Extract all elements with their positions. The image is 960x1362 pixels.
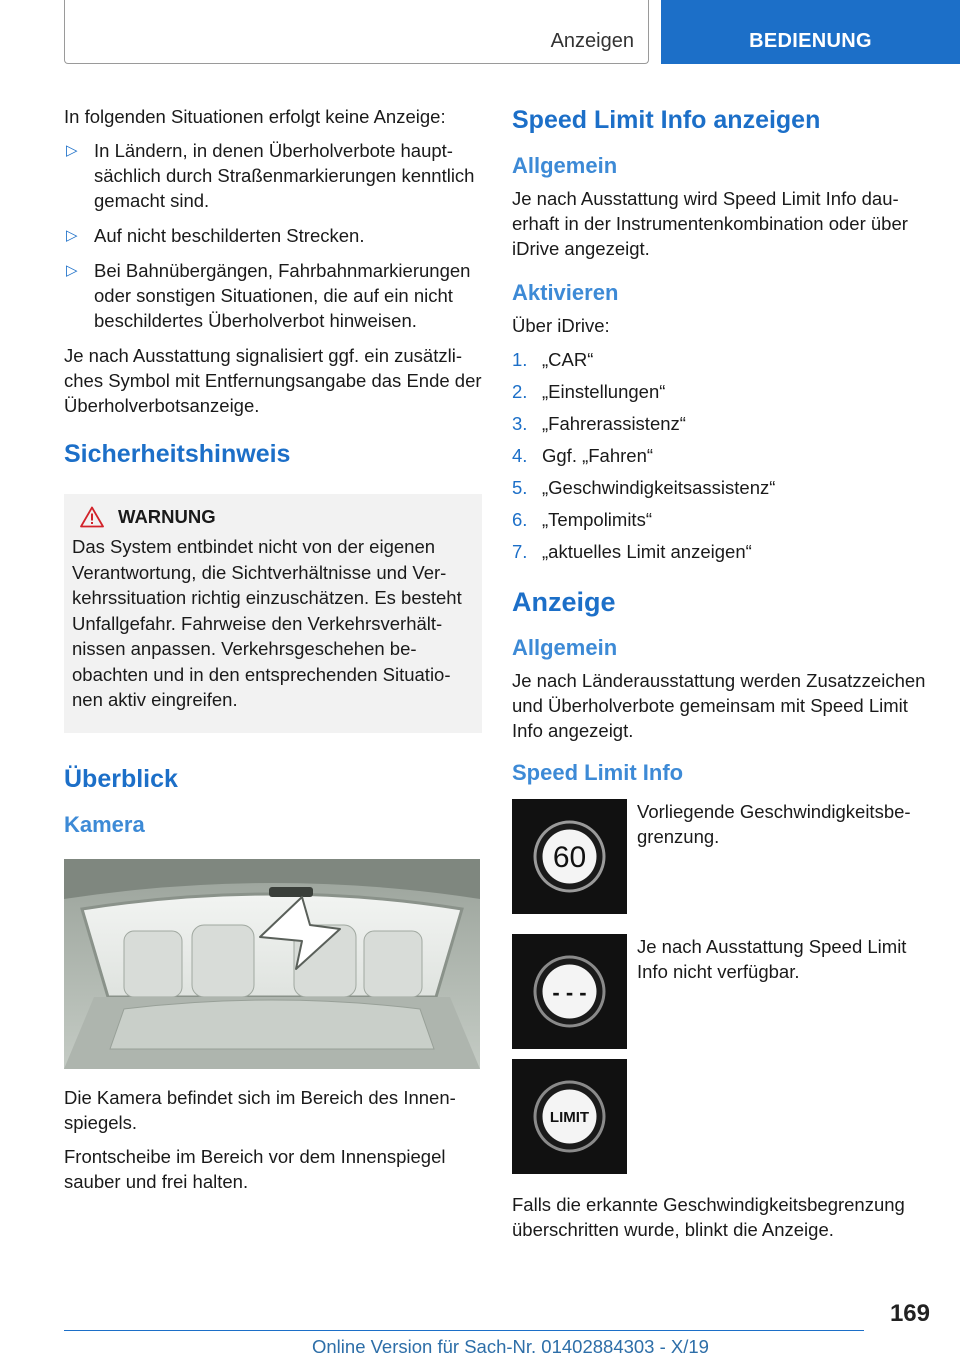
display-heading: Anzeige: [512, 587, 616, 617]
header-chapter-tab[interactable]: BEDIENUNG: [661, 0, 960, 64]
speed-limit-row-limit: [512, 1059, 930, 1174]
no-display-list: [64, 138, 482, 333]
list-item: 2. „Einstellungen“: [512, 381, 666, 402]
svg-text:- - -: - - -: [552, 980, 587, 1005]
speed-limit-60-sign-icon: [512, 799, 627, 914]
overview-heading: Überblick: [64, 764, 178, 793]
triangle-bullet-icon: ▷: [66, 142, 78, 159]
general-heading-2: Allgemein: [512, 635, 618, 660]
triangle-bullet-icon: ▷: [66, 227, 78, 244]
footer-divider: [64, 1330, 864, 1331]
activation-steps-list: [512, 347, 930, 564]
list-item: 4. Ggf. „Fahren“: [512, 445, 654, 466]
list-item: 3. „Fahrerassistenz“: [512, 413, 686, 434]
camera-location-illustration: [64, 859, 480, 1069]
header-section-box: [64, 0, 649, 64]
speed-limit-60-text: Vorliegende Geschwindigkeitsbegrenzung.: [637, 801, 911, 847]
warning-title: WARNUNG: [118, 506, 216, 527]
page-number: 169: [889, 1300, 930, 1327]
list-item: 1. „CAR“: [512, 349, 594, 370]
speed-limit-info-heading: Speed Limit Info anzeigen: [512, 106, 821, 134]
warning-triangle-icon: [80, 506, 104, 528]
right-column: [512, 104, 930, 1251]
speed-limit-unavailable-text: Je nach Ausstattung Speed Limit Info nicht verfügbar.: [637, 936, 907, 982]
triangle-bullet-icon: ▷: [66, 262, 78, 279]
speed-limit-limit-sign-icon: [512, 1059, 627, 1174]
list-item: 7. „aktuelles Limit anzeigen“: [512, 541, 752, 562]
svg-text:60: 60: [552, 841, 587, 874]
list-item: ▷ Auf nicht beschilderten Strecken.: [66, 225, 365, 246]
blink-warning-text: Falls die erkannte Geschwindigkeitsbegrenzung überschritten wurde, blinkt die Anzeige.: [512, 1194, 905, 1240]
intro-text: In folgenden Situationen erfolgt keine Anzeige:: [64, 106, 446, 127]
general-heading: Allgemein: [512, 153, 618, 178]
speed-limit-unavailable-sign-icon: [512, 934, 627, 1049]
activate-intro: Über iDrive:: [512, 315, 610, 336]
header-section-title: Anzeigen: [550, 30, 634, 52]
general-text-2: Je nach Länderausstattung werden Zusatzzeichen und Überholverbote gemeinsam mit Speed Limit Info angezeigt.: [512, 670, 926, 741]
list-item: ▷ Bei Bahnübergängen, Fahrbahnmarkierungen oder sonstigen Situationen, die auf ein nicht beschildertes Überholverbot hinweisen.: [66, 260, 471, 331]
list-item: 5. „Geschwindigkeitsassistenz“: [512, 477, 776, 498]
camera-heading: Kamera: [64, 811, 145, 837]
speed-limit-row-unavailable: [512, 934, 930, 1049]
warning-text: Das System entbindet nicht von der eigenen Verantwortung, die Sichtverhältnisse und Verkehrssituation richtig einzuschätzen. Es besteht Unfallgefahr. Fahrweise den Verkehrsverhältnissen anpassen. Verkehrsgeschehen beobachten und in den entsprechenden Situationen aktiv eingreifen.: [72, 536, 462, 710]
list-item: 6. „Tempolimits“: [512, 509, 652, 530]
footer-online-version[interactable]: Online Version für Sach-Nr. 01402884303 - X/19: [312, 1336, 709, 1357]
activate-heading: Aktivieren: [512, 280, 619, 305]
windshield-clean-text: Frontscheibe im Bereich vor dem Innenspiegel sauber und frei halten.: [64, 1145, 446, 1192]
additional-symbol-text: Je nach Ausstattung signalisiert ggf. ein zusätzliches Symbol mit Entfernungsangabe das Ende der Überholverbotsanzeige.: [64, 345, 482, 416]
svg-text:LIMIT: LIMIT: [549, 1109, 590, 1126]
warning-box: [64, 494, 482, 733]
left-column: [64, 104, 482, 1203]
general-text: Je nach Ausstattung wird Speed Limit Info dauerhaft in der Instrumentenkombination oder über iDrive angezeigt.: [512, 188, 908, 259]
speed-limit-row-60: [512, 799, 930, 914]
camera-location-text: Die Kamera befindet sich im Bereich des Innenspiegels.: [64, 1086, 456, 1133]
safety-heading: Sicherheitshinweis: [64, 440, 291, 468]
list-item: ▷ In Ländern, in denen Überholverbote hauptsächlich durch Straßenmarkierungen kenntlich gemacht sind.: [66, 140, 475, 211]
speed-limit-info-subheading: Speed Limit Info: [512, 760, 684, 785]
